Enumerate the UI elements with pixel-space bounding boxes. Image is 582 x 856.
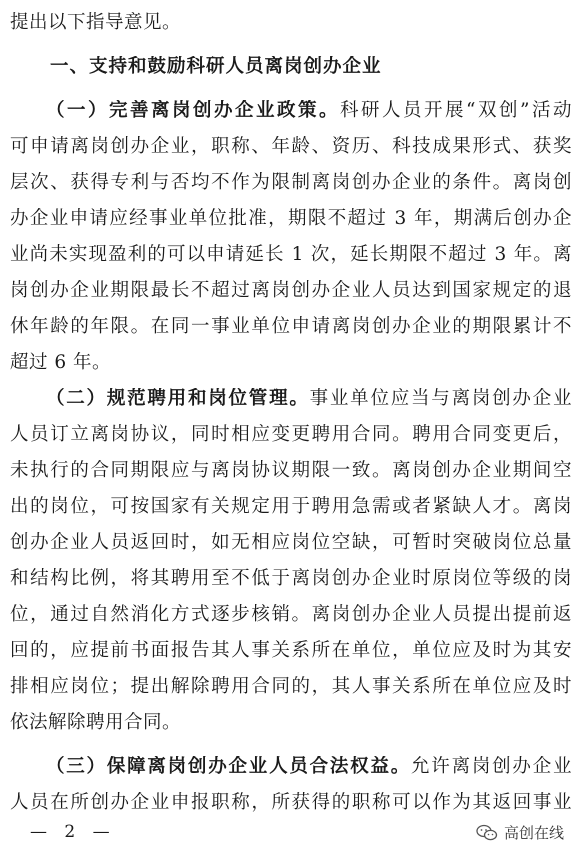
wechat-icon [476,824,498,842]
watermark [476,822,564,843]
text-line [10,424,572,446]
text-line [10,712,572,734]
text-line [10,12,572,34]
section-heading [50,56,570,78]
line-text: 层次、获得专利与否均不作为限制离岗创办企业的条件。离岗创 [10,172,572,193]
line-text: 和结构比例，将其聘用至不低于离岗创办企业时原岗位等级的岗 [10,568,572,589]
text-line [10,352,572,374]
line-text: 业尚未实现盈利的可以申请延长 1 次，延长期限不超过 3 年。离 [10,244,572,265]
line-text: 依法解除聘用合同。 [10,712,182,733]
line-text: 创办企业人员返回时，如无相应岗位空缺，可暂时突破岗位总量 [10,532,572,553]
line-text: 事业单位应当与离岗创办企业 [309,388,572,409]
line-text: 超过 6 年。 [10,352,112,373]
text-line [10,172,572,194]
line-text: 回的，应提前书面报告其人事关系所在单位，单位应及时为其安 [10,640,572,661]
line-text: 人员订立离岗协议，同时相应变更聘用合同。聘用合同变更后， [10,424,572,445]
line-text: 科研人员开展“双创”活动 [340,100,572,121]
text-line [46,388,572,410]
text-line [10,604,572,626]
line-text: 岗创办企业期限最长不超过离岗创办企业人员达到国家规定的退 [10,280,572,301]
text-line [10,244,572,266]
subsection-heading: （二）规范聘用和岗位管理。 [46,388,310,409]
text-line [46,100,572,122]
text-line [10,532,572,554]
line-text: 人员在所创办企业申报职称，所获得的职称可以作为其返回事业 [10,792,572,813]
line-text: 允许离岗创办企业 [411,756,572,777]
text-line [10,208,572,230]
line-text: 排相应岗位；提出解除聘用合同的，其人事关系所在单位应及时 [10,676,572,697]
line-text: 一、支持和鼓励科研人员离岗创办企业 [50,56,382,77]
text-line [10,496,572,518]
line-text: 可申请离岗创办企业，职称、年龄、资历、科技成果形式、获奖 [10,136,572,157]
text-line [10,640,572,662]
page-number: — 2 — [30,822,116,842]
line-text: 出的岗位，可按国家有关规定用于聘用急需或者紧缺人才。离岗 [10,496,572,517]
text-line [10,460,572,482]
line-text: 位，通过自然消化方式逐步核销。离岗创办企业人员提出提前返 [10,604,572,625]
text-line [10,280,572,302]
text-line [10,316,572,338]
line-text: 休年龄的年限。在同一事业单位申请离岗创办企业的期限累计不 [10,316,572,337]
text-line [10,676,572,698]
subsection-heading: （一）完善离岗创办企业政策。 [46,100,341,121]
watermark-label: 高创在线 [503,824,564,842]
line-text: 办企业申请应经事业单位批准，期限不超过 3 年，期满后创办企 [10,208,572,229]
text-line [46,756,572,778]
text-line [10,136,572,158]
line-text: 提出以下指导意见。 [10,12,182,33]
subsection-heading: （三）保障离岗创办企业人员合法权益。 [46,756,412,777]
line-text: 未执行的合同期限应与离岗协议期限一致。离岗创办企业期间空 [10,460,572,481]
text-line [10,792,572,814]
text-line [10,568,572,590]
